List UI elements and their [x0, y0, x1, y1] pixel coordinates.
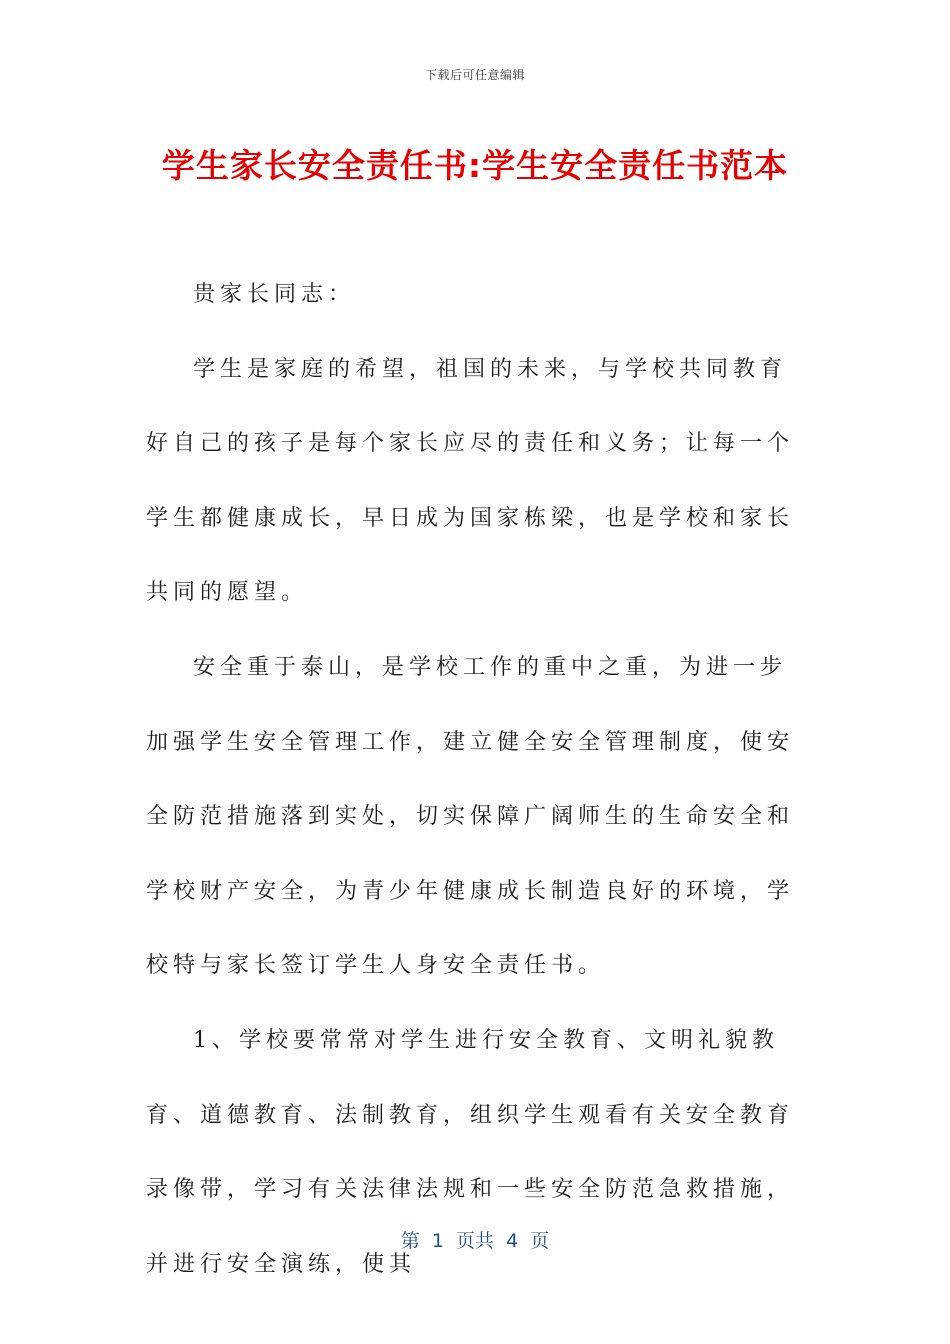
body-paragraph: 安全重于泰山，是学校工作的重中之重，为进一步加强学生安全管理工作，建立健全安全管理制度，使安全防范措施落到实处，切实保障广阔师生的生命安全和学校财产安全，为青少年健康成长制造良好的环境，学校特与家长签订学生人身安全责任书。: [146, 654, 795, 979]
body-paragraph: 1、学校要常常对学生进行安全教育、文明礼貌教育、道德教育、法制教育，组织学生观看有关安全教育录像带，学习有关法律法规和一些安全防范急救措施，并进行安全演练，使其: [146, 1027, 795, 1277]
document-title: 学生家长安全责任书:学生安全责任书范本: [161, 146, 789, 185]
salutation-paragraph: 贵家长同志：: [193, 282, 356, 307]
document-body: [146, 258, 806, 1302]
header-note: 下载后可任意编辑: [424, 68, 525, 82]
page-number-footer: 第 1 页共 4 页: [400, 1230, 550, 1252]
body-paragraph: 学生是家庭的希望，祖国的未来，与学校共同教育好自己的孩子是每个家长应尽的责任和义务；让每一个学生都健康成长，早日成为国家栋梁，也是学校和家长共同的愿望。: [146, 356, 795, 606]
